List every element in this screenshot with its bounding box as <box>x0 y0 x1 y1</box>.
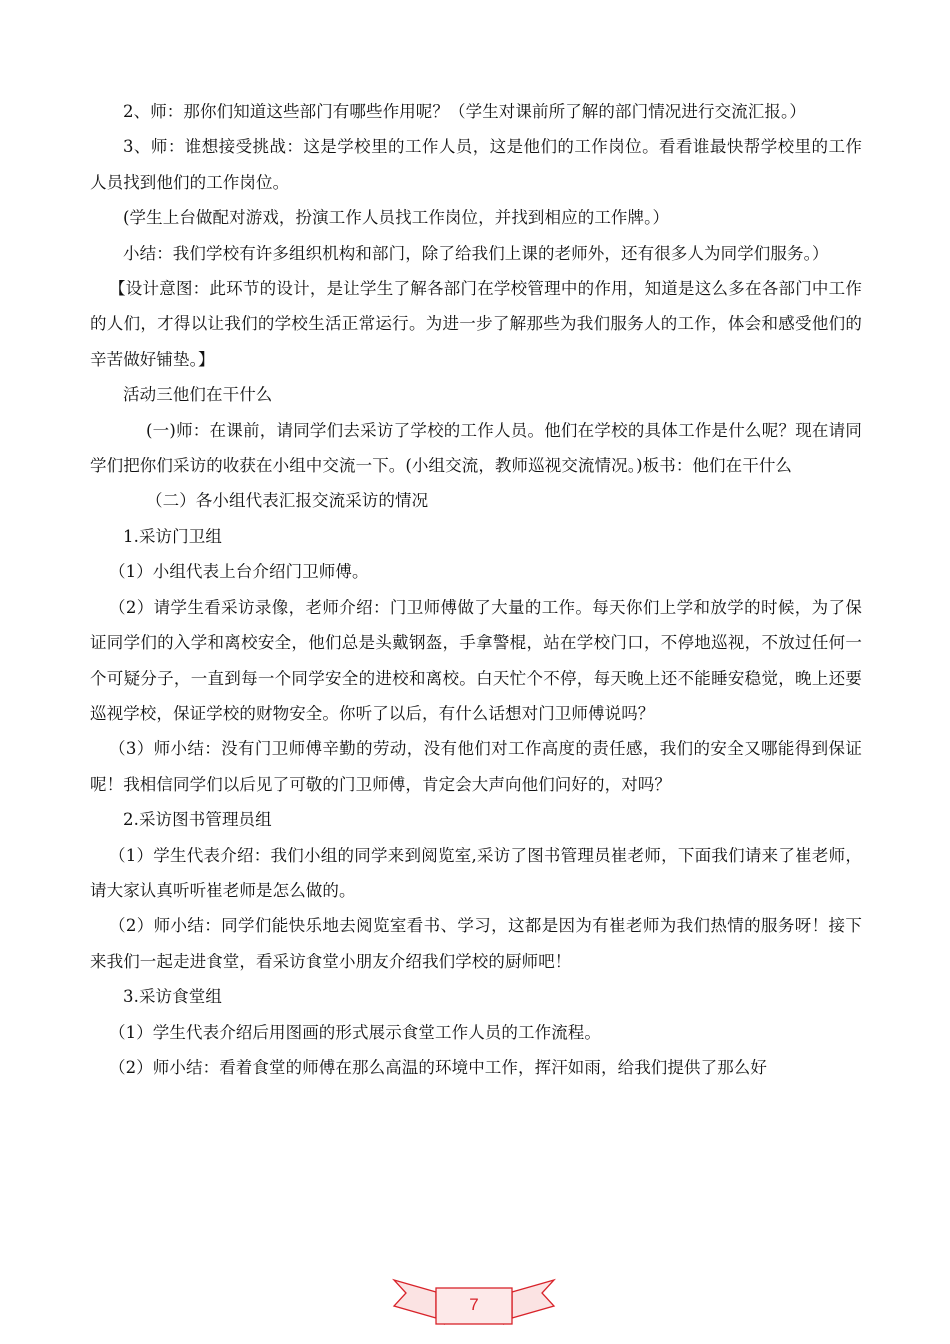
paragraph: （2）师小结：看着食堂的师傅在那么高温的环境中工作，挥汗如雨，给我们提供了那么好 <box>109 1057 767 1077</box>
subsection-heading: 2.采访图书管理员组 <box>123 810 272 830</box>
subsection-heading: 1.采访门卫组 <box>123 526 222 546</box>
paragraph: (一)师：在课前，请同学们去采访了学校的工作人员。他们在学校的具体工作是什么呢？现在请同学们把你们采访的收获在小组中交流一下。(小组交流，教师巡视交流情况。)板书：他们在干什么 <box>90 420 862 476</box>
paragraph: （2）师小结：同学们能快乐地去阅览室看书、学习，这都是因为有崔老师为我们热情的服务呀！接下来我们一起走进食堂，看采访食堂小朋友介绍我们学校的厨师吧！ <box>90 916 862 971</box>
page-footer <box>392 1272 556 1332</box>
design-intent-paragraph: 【设计意图：此环节的设计，是让学生了解各部门在学校管理中的作用，知道是这么多在各部门中工作的人们，才得以让我们的学校生活正常运行。为进一步了解那些为我们服务人的工作，体会和感受他们的辛苦做好铺垫。】 <box>90 279 862 369</box>
section-heading: （二）各小组代表汇报交流采访的情况 <box>146 491 429 511</box>
paragraph: 小结：我们学校有许多组织机构和部门，除了给我们上课的老师外，还有很多人为同学们服务。） <box>123 243 829 263</box>
subsection-heading: 3.采访食堂组 <box>123 987 222 1007</box>
paragraph: （2）请学生看采访录像，老师介绍：门卫师傅做了大量的工作。每天你们上学和放学的时候，为了保证同学们的入学和离校安全，他们总是头戴钢盔，手拿警棍，站在学校门口，不停地巡视，不放过任何一个可疑分子，一直到每一个同学安全的进校和离校。白天忙个不停，每天晚上还不能睡安稳觉，晚上还要巡视学校，保证学校的财物安全。你听了以后，有什么话想对门卫师傅说吗？ <box>90 597 862 723</box>
activity-heading: 活动三他们在干什么 <box>123 385 273 405</box>
paragraph: （1）学生代表介绍后用图画的形式展示食堂工作人员的工作流程。 <box>109 1022 601 1042</box>
paragraph: （1）学生代表介绍：我们小组的同学来到阅览室,采访了图书管理员崔老师，下面我们请来了崔老师，请大家认真听听崔老师是怎么做的。 <box>90 845 862 900</box>
document-body <box>90 94 862 1085</box>
paragraph: 3、师：谁想接受挑战：这是学校里的工作人员，这是他们的工作岗位。看看谁最快帮学校里的工作人员找到他们的工作岗位。 <box>90 137 862 192</box>
paragraph: （3）师小结：没有门卫师傅辛勤的劳动，没有他们对工作高度的责任感，我们的安全又哪能得到保证呢！我相信同学们以后见了可敬的门卫师傅，肯定会大声向他们问好的，对吗？ <box>90 739 862 794</box>
paragraph: 2、师：那你们知道这些部门有哪些作用呢？（学生对课前所了解的部门情况进行交流汇报。） <box>123 102 806 121</box>
paragraph: (学生上台做配对游戏，扮演工作人员找工作岗位，并找到相应的工作牌。） <box>123 208 670 228</box>
paragraph: （1）小组代表上台介绍门卫师傅。 <box>109 562 369 582</box>
page-number: 7 <box>469 1295 479 1314</box>
